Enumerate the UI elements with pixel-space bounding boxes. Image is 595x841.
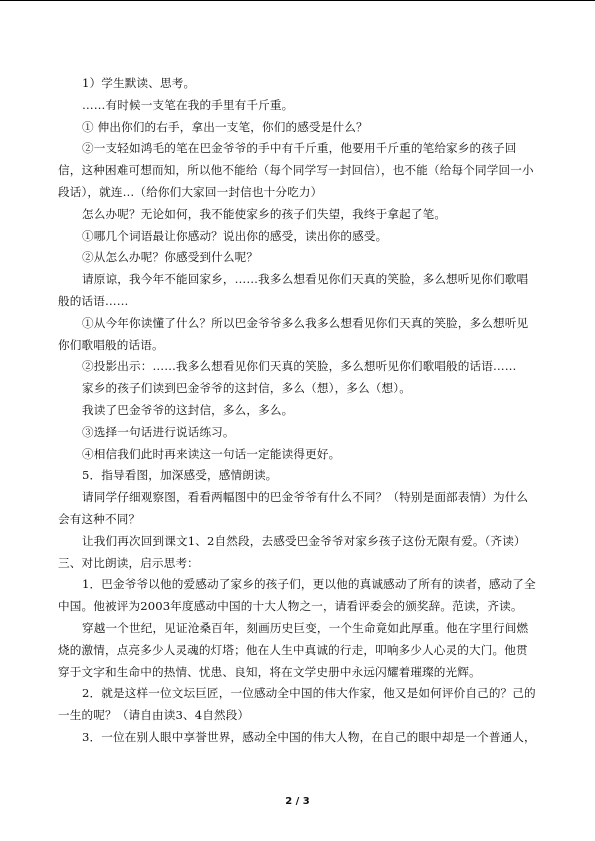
text-line: 怎么办呢？无论如何，我不能使家乡的孩子们失望，我终于拿起了笔。 <box>82 206 447 221</box>
text-line: 中国。他被评为2003年度感动中国的十大人物之一，请看评委会的颁奖辞。范读，齐读。 <box>58 599 523 614</box>
text-line: 让我们再次回到课文1、2自然段，去感受巴金爷爷对家乡孩子这份无限有爱。（齐读） <box>82 533 526 548</box>
text-line: 2．就是这样一位文坛巨匠，一位感动全中国的伟大作家，他又是如何评价自己的？己的 <box>82 686 536 701</box>
top-border-line <box>0 0 595 1</box>
page-number: 2 / 3 <box>285 796 310 807</box>
text-line: 我读了巴金爷爷的这封信，多么，多么。 <box>82 402 294 417</box>
text-line: 5．指导看图，加深感受，感情朗读。 <box>82 468 278 483</box>
text-line: 三、对比朗读，启示思考： <box>58 555 199 570</box>
text-line: 1．巴金爷爷以他的爱感动了家乡的孩子们，更以他的真诚感动了所有的读者，感动了全 <box>82 577 536 592</box>
text-line: ① 伸出你们的右手，拿出一支笔，你们的感受是什么？ <box>82 119 368 134</box>
text-line: ③选择一句话进行说话练习。 <box>82 424 235 439</box>
text-line: ①哪几个词语最让你感动？说出你的感受，读出你的感受。 <box>82 228 388 243</box>
text-line: 信，这种困难可想而知，所以他不能给（每个同学写一封回信），也不能（给每个同学回一小 <box>58 163 534 178</box>
text-line: 请同学仔细观察图，看看两幅图中的巴金爷爷有什么不同？（特别是面部表情）为什么 <box>82 490 529 505</box>
text-line: 般的话语…… <box>58 293 129 308</box>
text-line: 会有这种不同？ <box>58 511 141 526</box>
text-line: ②从怎么办呢？你感受到什么呢？ <box>82 250 259 265</box>
text-line: 3．一位在别人眼中享誉世界，感动全中国的伟大人物，在自己的眼中却是一个普通人， <box>82 729 536 744</box>
text-line: 穿越一个世纪，见证沧桑百年，刻画历史巨变，一个生命竟如此厚重。他在字里行间燃 <box>82 620 529 635</box>
text-line: 穿于文字和生命中的热情、忧患、良知，将在文学史册中永远闪耀着璀璨的光辉。 <box>58 664 481 679</box>
text-line: 一生的呢？（请自由读3、4自然段） <box>58 708 250 723</box>
document-body <box>58 73 538 749</box>
text-line: ②投影出示：……我多么想看见你们天真的笑脸，多么想听见你们歌唱般的话语…… <box>82 359 517 374</box>
text-line: 你们歌唱般的话语。 <box>58 337 164 352</box>
text-line: 请原谅，我今年不能回家乡，……我多么想看见你们天真的笑脸，多么想听见你们歌唱 <box>82 272 529 287</box>
text-line: ②一支轻如鸿毛的笔在巴金爷爷的手中有千斤重，他要用千斤重的笔给家乡的孩子回 <box>82 141 517 156</box>
text-line: 家乡的孩子们读到巴金爷爷的这封信，多么（想），多么（想）。 <box>82 381 411 396</box>
text-line: 段话），就连…（给你们大家回一封信也十分吃力） <box>58 184 323 199</box>
text-line: ④相信我们此时再来读这一句话一定能读得更好。 <box>82 446 341 461</box>
text-line: ①从今年你读懂了什么？所以巴金爷爷多么我多么想看见你们天真的笑脸，多么想听见 <box>82 315 529 330</box>
text-line: ……有时候一支笔在我的手里有千斤重。 <box>82 97 294 112</box>
text-line: 烧的激情，点亮多少人灵魂的灯塔；他在人生中真诚的行走，叩响多少人心灵的大门。他贯 <box>58 642 528 657</box>
text-line: 1）学生默读、思考。 <box>82 76 196 90</box>
